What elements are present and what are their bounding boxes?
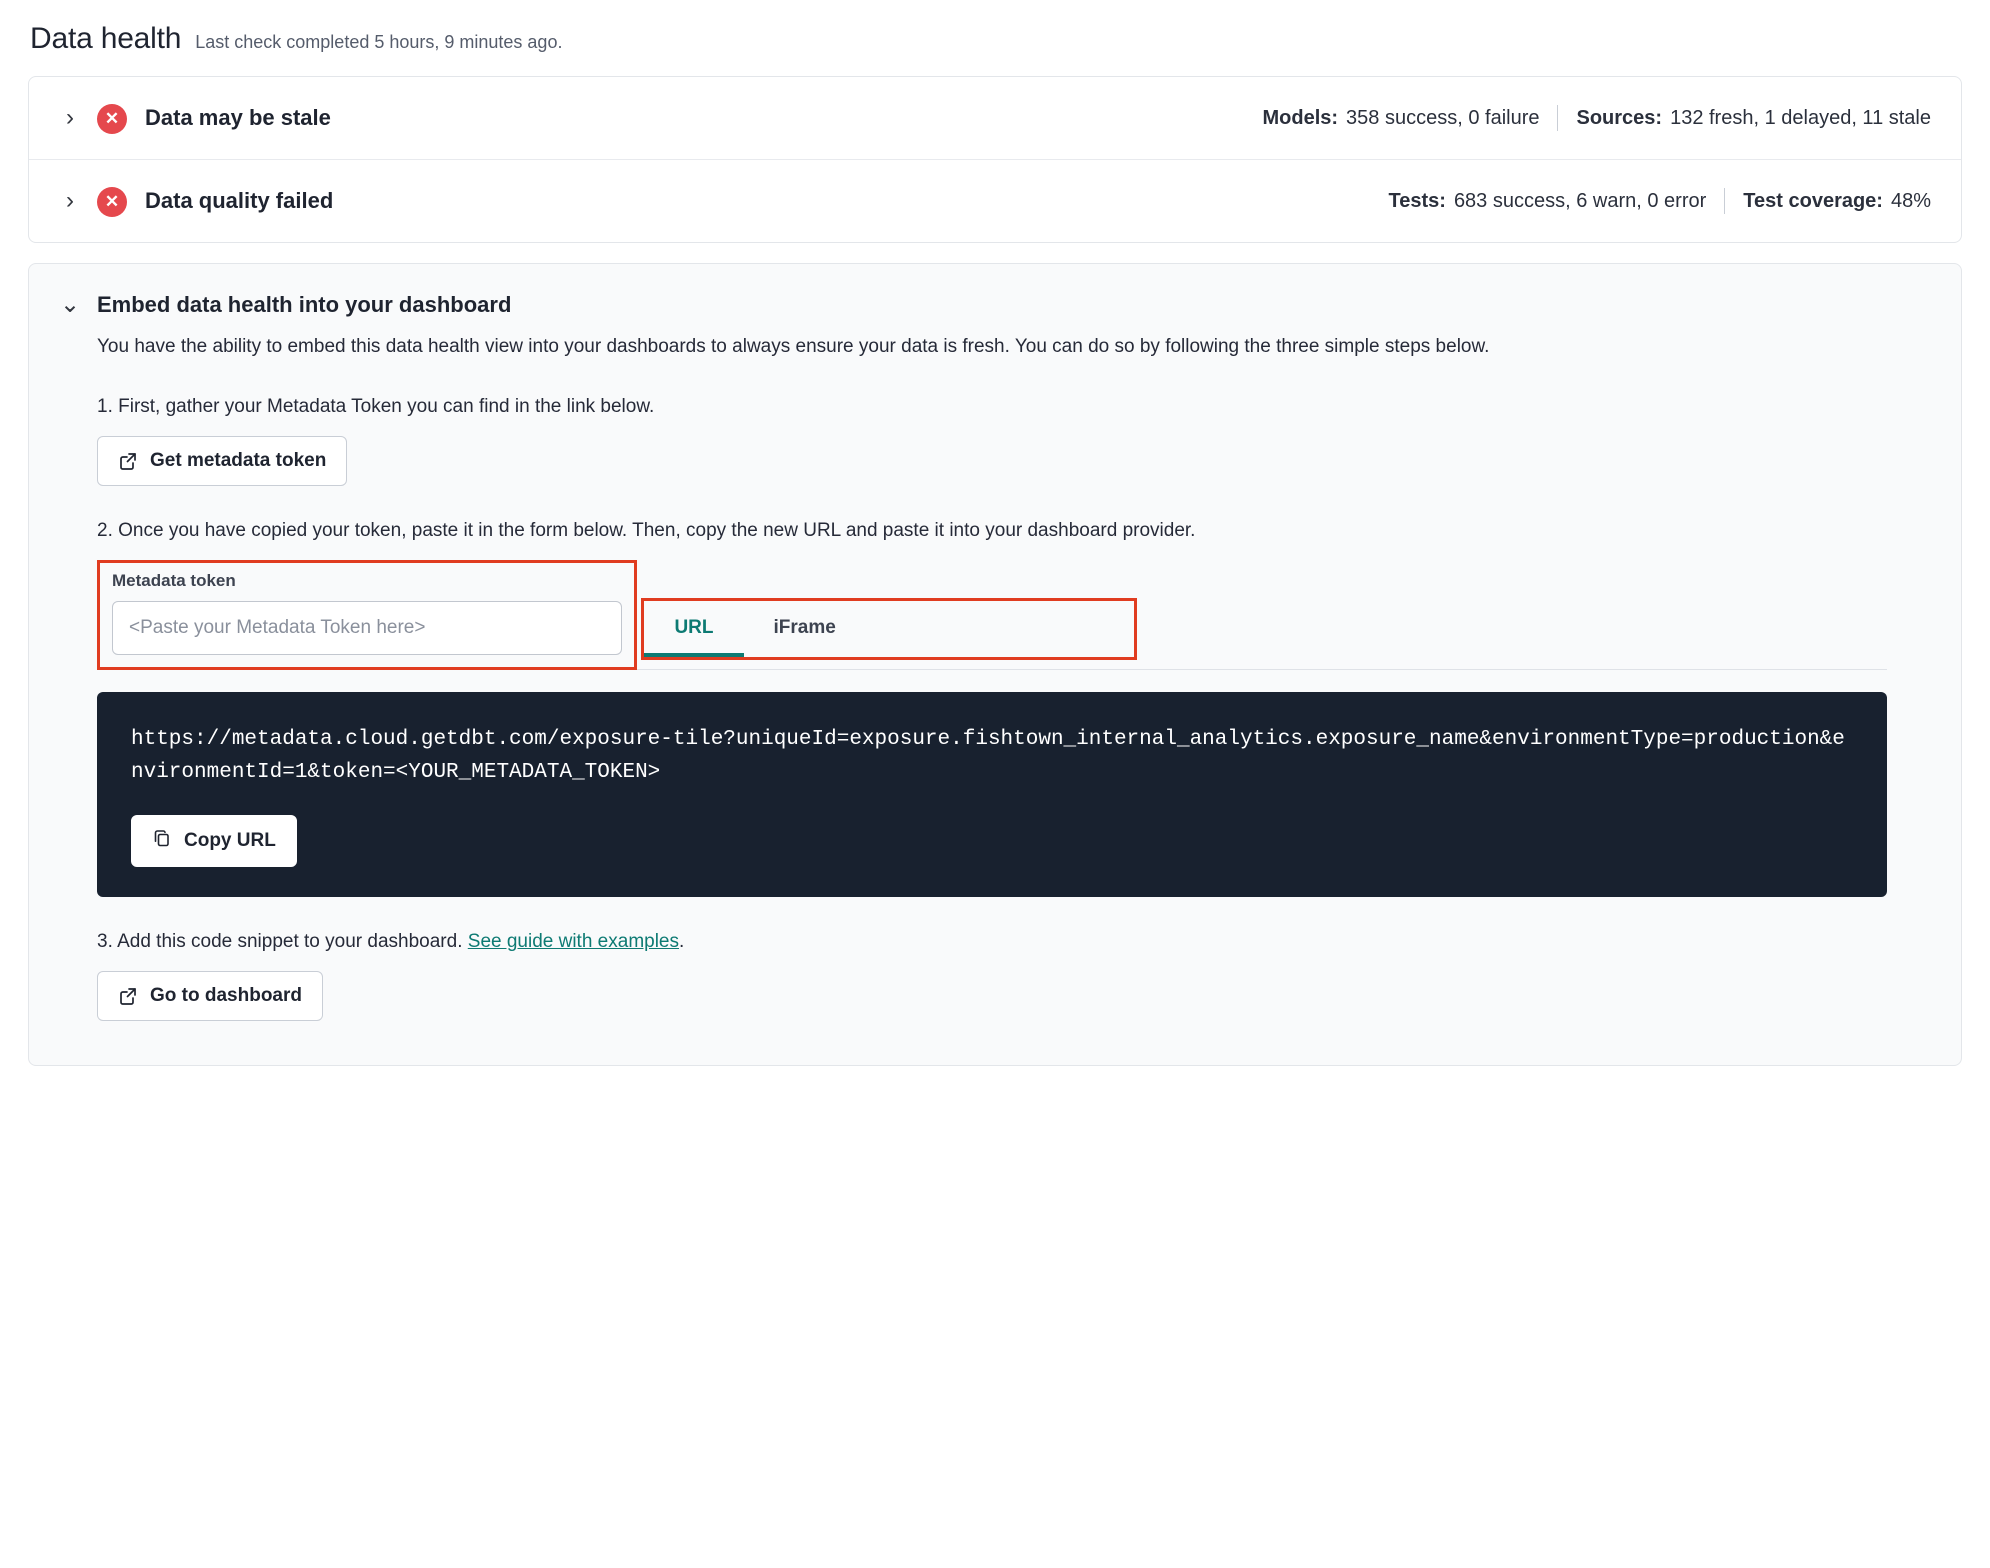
step-3-suffix: . [679, 931, 685, 953]
copy-url-button[interactable] [131, 815, 297, 867]
go-to-dashboard-button[interactable] [97, 971, 323, 1021]
accordion-data-may-be-stale[interactable] [29, 77, 1961, 159]
error-circle-icon: ✕ [97, 187, 127, 217]
step-1-text: 1. First, gather your Metadata Token you can find in the link below. [97, 396, 655, 418]
see-guide-link[interactable]: See guide with examples [467, 931, 680, 953]
external-link-icon [118, 451, 138, 471]
metric-value: 358 success, 0 failure [1346, 106, 1540, 129]
embed-code-block [97, 692, 1887, 897]
metric-value: 48% [1890, 189, 1931, 212]
step-2-text: 2. Once you have copied your token, paste it in the form below. Then, copy the new URL and paste it into your dashboard provider. [97, 520, 1196, 542]
metric-label: Sources: [1576, 106, 1663, 129]
embed-format-tabs-annotation [641, 598, 1137, 660]
spacer [97, 486, 1911, 520]
chevron-down-icon[interactable]: ⌄ [59, 291, 81, 318]
metric-label: Tests: [1388, 189, 1446, 212]
metric-test-coverage [1743, 190, 1931, 213]
get-metadata-token-label: Get metadata token [150, 450, 327, 472]
accordion-title: Data may be stale [145, 105, 331, 130]
step-3-text [97, 931, 1911, 953]
error-circle-icon: ✕ [97, 104, 127, 134]
last-check-status: Last check completed 5 hours, 9 minutes ago. [195, 32, 563, 52]
embed-panel-body [59, 332, 1931, 1021]
get-metadata-token-button[interactable] [97, 436, 347, 486]
chevron-right-icon[interactable]: › [66, 104, 74, 131]
metadata-token-annotation [97, 560, 637, 670]
tab-url[interactable]: URL [644, 601, 743, 657]
metric-divider [1724, 188, 1725, 214]
metric-value: 683 success, 6 warn, 0 error [1453, 189, 1707, 212]
metric-models [1262, 107, 1539, 130]
accordion-data-quality-failed[interactable] [29, 159, 1961, 242]
chevron-right-icon[interactable]: › [66, 187, 74, 214]
metadata-token-label: Metadata token [112, 571, 236, 591]
embed-format-tabs [644, 601, 1134, 657]
page-title: Data health [30, 22, 182, 55]
embed-panel-toggle[interactable] [59, 292, 1931, 318]
metadata-token-input[interactable] [112, 601, 622, 655]
go-to-dashboard-label: Go to dashboard [150, 985, 302, 1007]
embed-url-text: https://metadata.cloud.getdbt.com/exposure-tile?uniqueId=exposure.fishtown_internal_analytics.exposure_name&environmentType=production&environmentId=1&token=<YOUR_METADATA_TOKEN> [131, 728, 1845, 784]
page-header [28, 18, 1962, 76]
embed-panel-title: Embed data health into your dashboard [97, 292, 512, 317]
metric-label: Test coverage: [1743, 189, 1883, 212]
embed-description: You have the ability to embed this data health view into your dashboards to always ensure your data is fresh. You can do so by following the three simple steps below. [97, 336, 1490, 357]
metric-label: Models: [1262, 106, 1339, 129]
metric-divider [1557, 105, 1558, 131]
external-link-icon [118, 986, 138, 1006]
accordion-metrics [1262, 105, 1931, 131]
copy-url-label: Copy URL [184, 830, 276, 852]
step-3-prefix: 3. Add this code snippet to your dashboard. [97, 931, 468, 953]
embed-panel [28, 263, 1962, 1066]
metric-value: 132 fresh, 1 delayed, 11 stale [1670, 106, 1931, 129]
metric-tests [1389, 190, 1707, 213]
accordion-metrics [1389, 188, 1931, 214]
metric-sources [1576, 107, 1931, 130]
tab-iframe[interactable]: iFrame [773, 617, 836, 639]
data-health-summary-card [28, 76, 1962, 243]
accordion-title: Data quality failed [145, 188, 334, 213]
copy-icon [152, 828, 172, 854]
